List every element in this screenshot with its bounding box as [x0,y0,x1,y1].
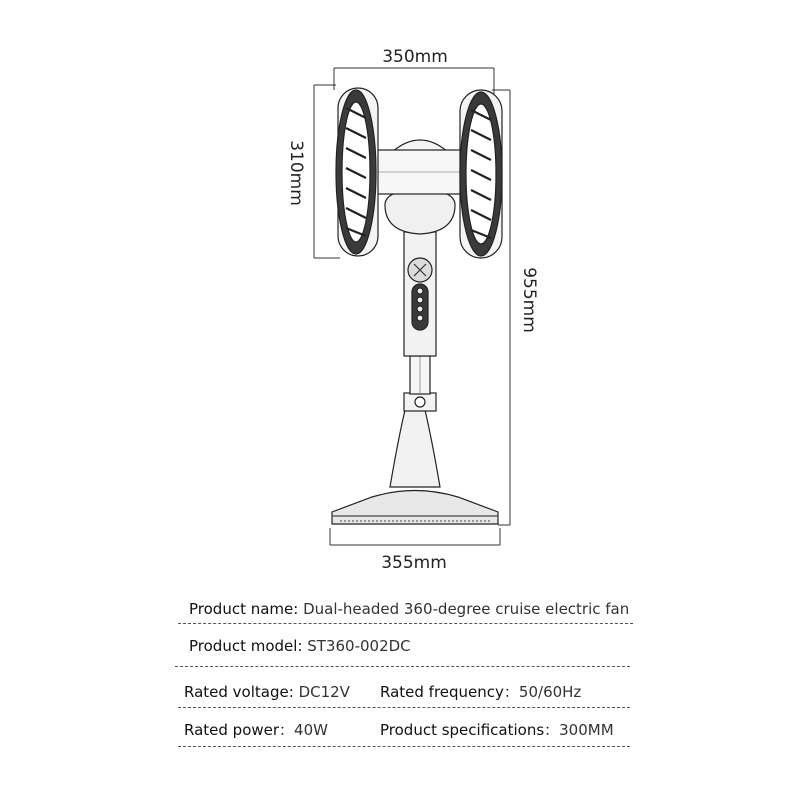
fan-illustration [332,88,502,524]
spec-label: Rated power： [184,721,295,739]
spec-value: 300MM [559,721,614,739]
spec-value: 50/60Hz [518,683,582,701]
spec-product-specifications [380,720,614,740]
spec-product-model [189,636,411,656]
spec-label: Product model: [189,637,303,655]
divider [175,666,630,667]
fan-neck [390,410,440,487]
spec-product-name [189,599,629,619]
spec-value: ST360-002DC [302,637,411,655]
left-fan-head [336,88,378,256]
divider [178,623,633,624]
spec-label: Rated voltage: [184,683,294,701]
spec-label: Product specifications： [380,721,560,739]
fan-base [332,491,498,525]
spec-rated-power [184,720,328,740]
spec-value: 40W [294,721,328,739]
spec-rated-voltage [184,682,350,702]
right-fan-head [460,90,502,258]
divider [178,707,630,708]
total-height-label: 955mm [519,267,539,333]
spec-value: DC12V [293,683,350,701]
spec-value: Dual-headed 360-degree cruise electric fan [298,600,630,618]
motor-housing [385,190,455,234]
head-height-label: 310mm [286,140,306,206]
spec-rated-frequency [380,682,581,702]
spec-label: Rated frequency： [380,683,519,701]
head-width-label: 350mm [382,47,448,67]
spec-label: Product name: [189,600,299,618]
divider [178,746,630,747]
base-width-label: 355mm [381,553,447,573]
